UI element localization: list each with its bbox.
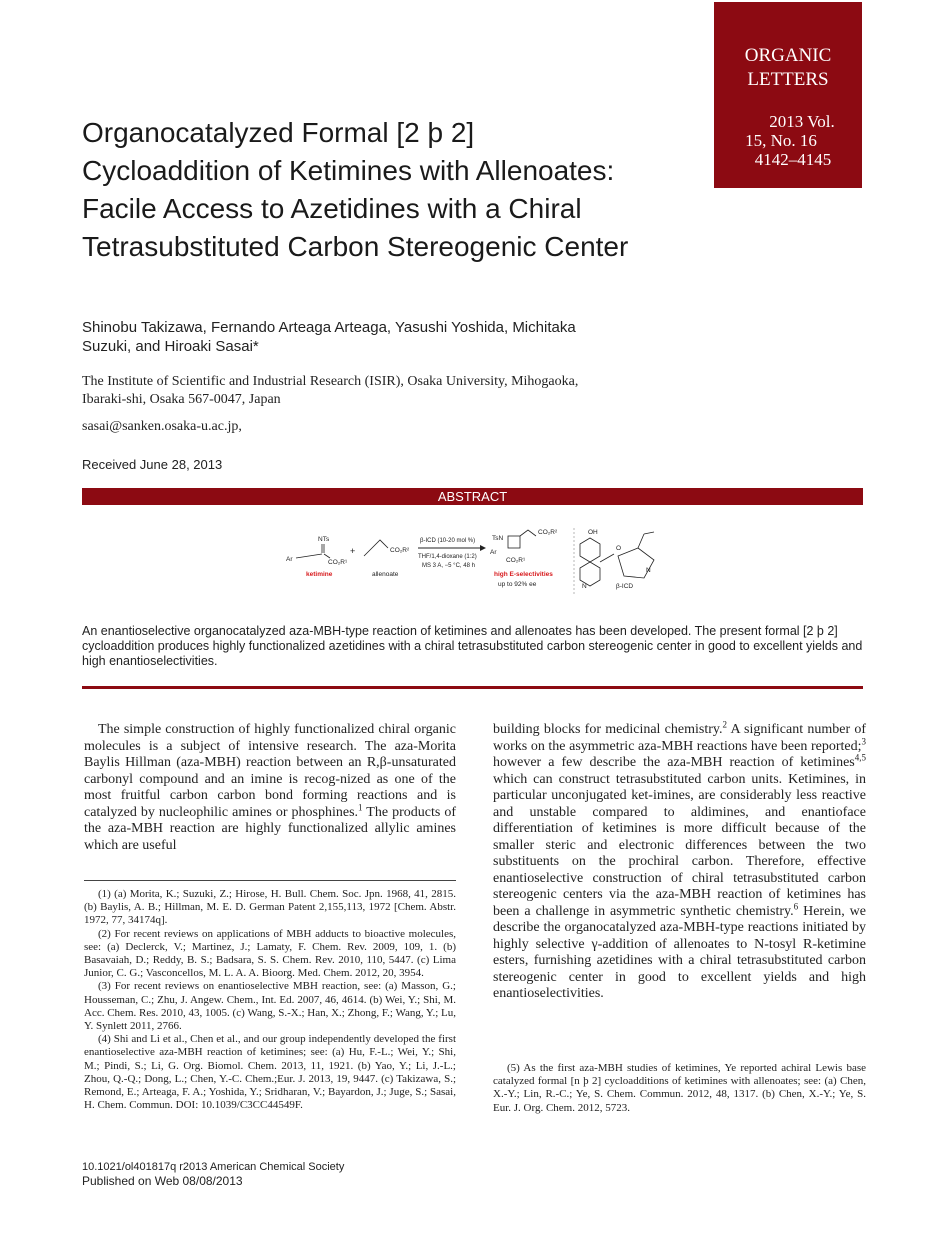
journal-name-line2: LETTERS	[747, 69, 829, 90]
affiliation: The Institute of Scientific and Industrial Research (ISIR), Osaka University, Mihogaoka, Ibaraki-shi, Osaka 567-0047, Japan	[82, 374, 579, 407]
scheme-tsn-label: TsN	[492, 535, 504, 542]
scheme-product-ar-label: Ar	[490, 549, 497, 556]
footnote-4: (4) Shi and Li et al., Chen et al., and our group independently developed the first enantioselective aza-MBH reaction of ketimines; see: (a) Hu, F.-L.; Wei, Y.; Shi, M.; Pindi, S.; Li, G. Org. Biomol. Chem. 2013, 11, 1921. (b) Yao, Y.; Li, J.-L.; Zhou, Q.-Q.; Dong, L.; Chen, Y.-C. Chem.;Eur. J. 2013, 19, 9447. (c) Takizawa, S.; Remond, E.; Arteaga, F. A.; Yoshida, Y.; Sridharan, V.; Bayardon, J.; Juge, S.; Sasai, H. Chem. Commun. DOI: 10.1039/C3CC44549F.	[84, 1033, 456, 1112]
abstract-reaction-scheme	[284, 526, 664, 608]
scheme-co2r1-label: CO₂R¹	[328, 559, 348, 566]
scheme-exo-alkene	[520, 530, 536, 536]
scheme-co2r2-label: CO₂R²	[390, 547, 410, 554]
journal-badge	[714, 2, 862, 188]
scheme-ar-bond	[296, 554, 322, 558]
scheme-cage-n-label: N	[646, 567, 651, 574]
scheme-quinoline-n-label: N	[582, 583, 587, 590]
body-text: building blocks for medicinal chemistry.	[493, 722, 723, 737]
scheme-allene-bonds	[364, 540, 388, 556]
abstract-heading: ABSTRACT	[82, 488, 863, 505]
scheme-solvent: THF/1,4-dioxane (1:2)	[418, 554, 477, 560]
footnotes-right	[493, 1062, 866, 1115]
scheme-arrow-head	[480, 545, 486, 551]
reference-2[interactable]: 2	[722, 719, 727, 730]
scheme-ether-o-label: O	[616, 545, 622, 552]
body-paragraph-1	[84, 722, 456, 854]
published-date: Published on Web 08/08/2013	[82, 1174, 243, 1188]
scheme-allenoate-label: allenoate	[372, 571, 399, 578]
scheme-ee-label: up to 92% ee	[498, 581, 537, 588]
reference-3[interactable]: 3	[861, 735, 866, 746]
body-text: The products of the aza-MBH reaction are highly functionalized allylic amines which are useful	[84, 804, 456, 853]
corresponding-email[interactable]: sasai@sanken.osaka-u.ac.jp,	[82, 419, 242, 434]
body-column-left	[84, 722, 456, 854]
scheme-linker-bond	[600, 554, 614, 562]
scheme-selectivity-label: high E-selectivities	[494, 571, 553, 578]
journal-name-line1: ORGANIC	[744, 45, 832, 66]
author-list: Shinobu Takizawa, Fernando Arteaga Arteaga, Yasushi Yoshida, Michitaka Suzuki, and Hiroaki Sasai*	[82, 319, 576, 355]
footnote-1: (1) (a) Morita, K.; Suzuki, Z.; Hirose, H. Bull. Chem. Soc. Jpn. 1968, 41, 2815. (b) Baylis, A. B.; Hillman, M. E. D. German Patent 2,155,113, 1972 [Chem. Abstr. 1972, 77, 34174q].	[84, 888, 456, 927]
scheme-conditions: MS 3 A, −5 °C, 48 h	[422, 563, 475, 569]
footnote-5: (5) As the first aza-MBH studies of ketimines, Ye reported achiral Lewis base catalyzed formal [n þ 2] cycloadditions of ketimines with allenoates; see: (a) Chen, X.-Y.; Lin, R.-C.; Ye, S. Chem. Commun. 2012, 48, 1317. (b) Chen, X.-Y.; Ye, S. Eur. J. Org. Chem. 2012, 5723.	[493, 1062, 866, 1114]
article-title: Organocatalyzed Formal [2 þ 2] Cycloaddition of Ketimines with Allenoates: Facile Access to Azetidines with a Chiral Tetrasubstituted Carbon Stereogenic Center	[82, 117, 629, 262]
received-date: Received June 28, 2013	[82, 457, 223, 472]
scheme-product-co2r1-label: CO₂R¹	[506, 557, 526, 564]
doi-copyright: 10.1021/ol401817q r2013 American Chemical Society	[82, 1161, 345, 1173]
scheme-product-co2r2-label: CO₂R²	[538, 529, 558, 536]
scheme-plus-sign: +	[350, 546, 356, 556]
body-text: which can construct tetrasubstituted carbon units. Ketimines, in particular unconjugated ket-imines, are considerably less reactive and unstable compared to aldimines, and enantioface differentiation of ketimines is more difficult because of the smaller steric and electronic differences between the two substituents on the prochiral carbon. Therefore, effective enantioselective construction of chiral tetrasubstituted carbon stereogenic centers via the aza-MBH reaction of ketimines has been a challenge in asymmetric synthetic chemistry.	[493, 771, 866, 919]
scheme-ketimine-label: ketimine	[306, 571, 333, 578]
reference-1[interactable]: 1	[358, 801, 363, 812]
body-paragraph-2	[493, 719, 867, 1003]
body-text: The simple construction of highly functionalized chiral organic molecules is a subject of intensive research. The aza-Morita Baylis Hillman (aza-MBH) reaction between an R,β-unsaturated carbonyl compound and an imine is recog-nized as one of the most fruitful carbon carbon bond forming reactions and is catalyzed by nucleophilic amines or phosphines.	[84, 722, 456, 820]
scheme-ester-bond	[324, 554, 330, 558]
journal-pages: 4142–4145	[754, 150, 832, 169]
scheme-ethyl-bond	[638, 534, 644, 548]
body-column-right	[493, 719, 867, 1003]
journal-issue: 15, No. 16	[745, 131, 817, 150]
footnote-2: (2) For recent reviews on applications of MBH adducts to bioactive molecules, see: (a) Declerck, V.; Martinez, J.; Lamaty, F. Chem. Rev. 2009, 109, 1. (b) Basavaiah, D.; Reddy, B. S.; Badsara, S. S. Chem. Rev. 2010, 110, 5447. (c) Lima Junior, C. G.; Vasconcellos, M. L. A. A. Bioorg. Med. Chem. 2012, 20, 3954.	[84, 927, 456, 980]
abstract-divider	[82, 686, 863, 689]
journal-year-volume: 2013 Vol.	[769, 112, 835, 131]
scheme-quinoline-ring-1	[580, 538, 600, 562]
journal-meta	[714, 112, 862, 169]
body-text: however a few describe the aza-MBH reaction of ketimines	[493, 755, 855, 770]
scheme-catalyst-label: β-ICD	[616, 583, 634, 590]
scheme-oh-label: OH	[588, 529, 598, 536]
body-text: A significant number of works on the asymmetric aza-MBH reactions have been reported;	[493, 722, 867, 754]
scheme-azetidine-ring	[508, 536, 520, 548]
reference-4-5[interactable]: 4,5	[854, 752, 866, 763]
footnote-divider	[84, 880, 456, 881]
body-text: Herein, we describe the organocatalyzed aza-MBH-type reactions initiated by highly selective γ-addition of allenoates to N-tosyl R-ketimine esters, furnishing azetidines with a chiral tetrasubstituted carbon stereogenic center in good to excellent yields and high enantioselectivities.	[493, 903, 866, 1001]
footnotes-left	[84, 888, 456, 1112]
scheme-nts-label: NTs	[318, 536, 330, 543]
scheme-ethyl-bond-2	[644, 532, 654, 534]
footnote-3: (3) For recent reviews on enantioselective MBH reaction, see: (a) Masson, G.; Housseman, C.; Zhu, J. Angew. Chem., Int. Ed. 2007, 46, 4614. (b) Wei, Y.; Shi, M. Acc. Chem. Res. 2010, 43, 1005. (c) Wang, S.-X.; Han, X.; Zhong, F.; Wang, Y.; Lu, Y. Synlett 2011, 2766.	[84, 980, 456, 1033]
abstract-text: An enantioselective organocatalyzed aza-MBH-type reaction of ketimines and allenoates has been developed. The present formal [2 þ 2] cycloaddition produces highly functionalized azetidines with a chiral tetrasubstituted carbon stereogenic center in good to excellent yields and high enantioselectivities.	[82, 624, 863, 668]
scheme-catalyst-loading: β-ICD (10-20 mol %)	[420, 538, 476, 544]
reference-6[interactable]: 6	[793, 900, 799, 911]
journal-name	[714, 44, 862, 92]
scheme-ar-label: Ar	[286, 556, 293, 563]
